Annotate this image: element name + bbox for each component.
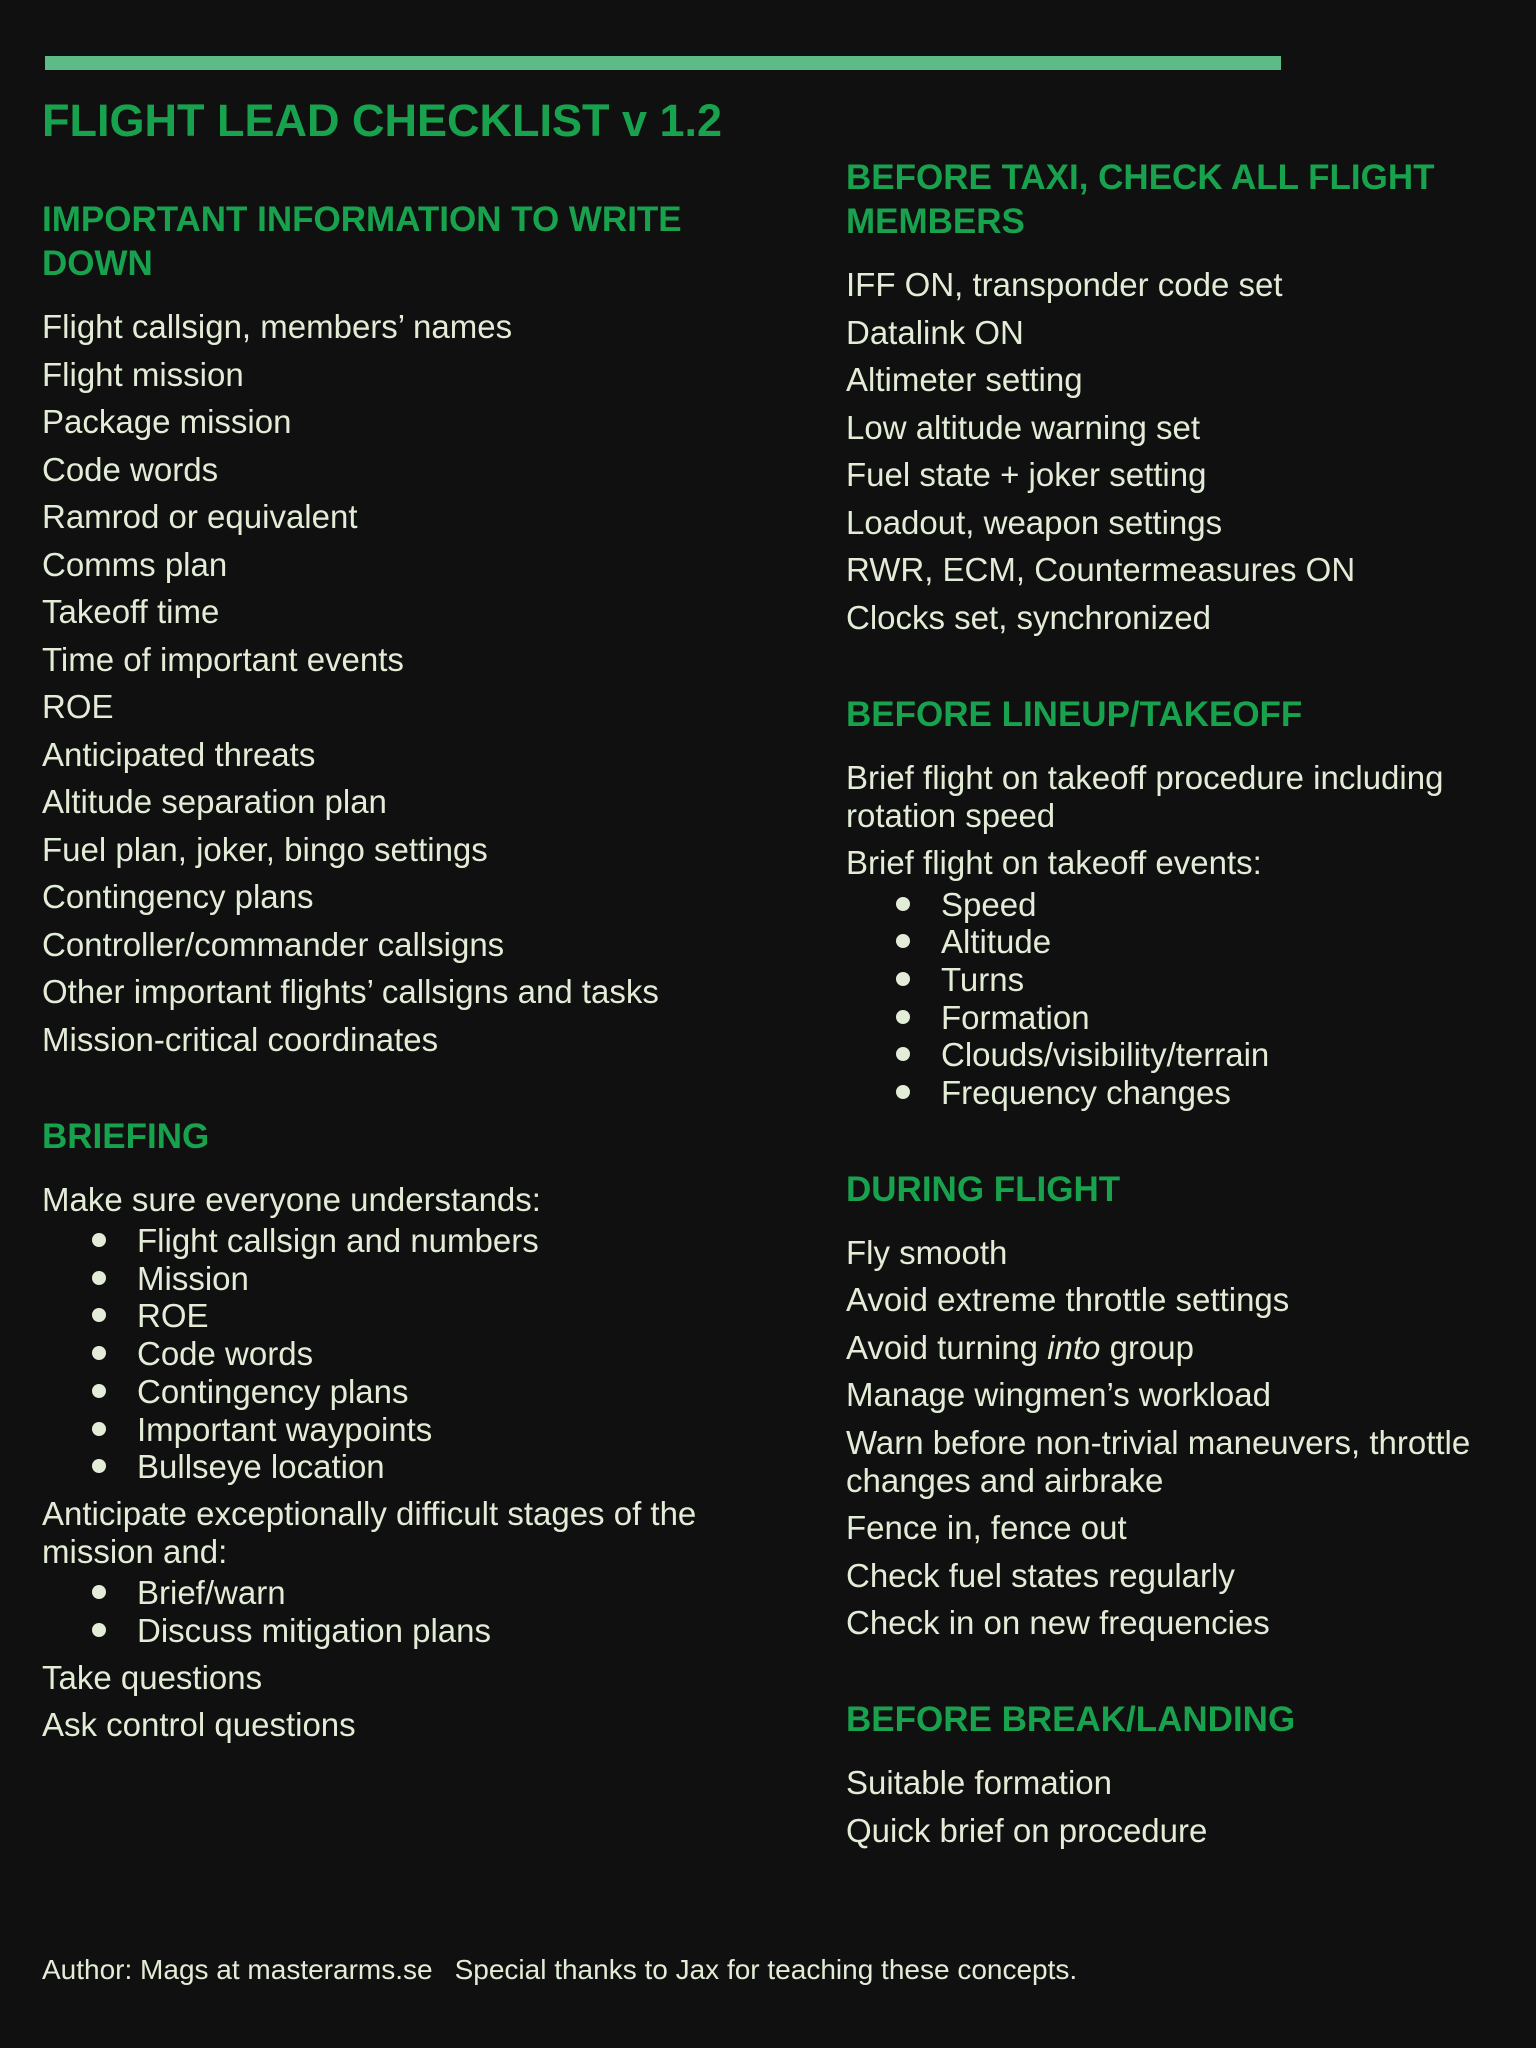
bullet-icon (896, 934, 910, 948)
list-item: Brief flight on takeoff events: (846, 844, 1262, 881)
bullet-icon (92, 1585, 106, 1599)
page-title: FLIGHT LEAD CHECKLIST v 1.2 (42, 95, 723, 146)
list-item: Avoid extreme throttle settings (846, 1281, 1290, 1319)
list-item: Mission-critical coordinates (42, 1020, 439, 1058)
list-item: Fuel plan, joker, bingo settings (42, 830, 488, 868)
bullet-list (846, 886, 1516, 1112)
section-before-landing (846, 1698, 1516, 1850)
bullet-text: Formation (941, 998, 1090, 1036)
bullet-text: ROE (137, 1297, 209, 1335)
bullet-item (846, 886, 1516, 924)
author-credit: Author: Mags at masterarms.se (42, 1954, 433, 1985)
bullet-item (846, 923, 1516, 961)
bullet-item (42, 1260, 722, 1298)
bullet-item (846, 1036, 1516, 1074)
bullet-icon (92, 1459, 106, 1473)
bullet-icon (92, 1308, 106, 1322)
list-item: Make sure everyone understands: (42, 1180, 541, 1218)
bullet-item (42, 1612, 722, 1650)
section-heading: BEFORE BREAK/LANDING (846, 1700, 1296, 1740)
bullet-text: Discuss mitigation plans (137, 1612, 491, 1650)
section-during-flight (846, 1168, 1516, 1643)
bullet-text: Contingency plans (137, 1372, 409, 1410)
bullet-text: Clouds/visibility/terrain (941, 1036, 1270, 1074)
list-item: Fly smooth (846, 1233, 1008, 1271)
top-accent-rule (45, 56, 1281, 70)
text-fragment: Avoid turning (846, 1328, 1048, 1366)
list-item: Check in on new frequencies (846, 1604, 1270, 1642)
list-item: Brief flight on takeoff procedure including rotation speed (846, 758, 1444, 834)
bullet-icon (92, 1271, 106, 1285)
section-heading: IMPORTANT INFORMATION TO WRITE DOWN (42, 200, 682, 283)
bullet-text: Brief/warn (137, 1574, 286, 1612)
left-column (42, 198, 722, 1800)
list-item: RWR, ECM, Countermeasures ON (846, 551, 1356, 588)
section-important-information (42, 198, 722, 1059)
bullet-icon (92, 1623, 106, 1637)
list-item: Take questions (42, 1658, 263, 1696)
list-item: Warn before non-trivial maneuvers, throttle changes and airbrake (846, 1423, 1471, 1499)
list-item: Fuel state + joker setting (846, 456, 1207, 493)
bullet-text: Frequency changes (941, 1074, 1231, 1112)
bullet-item (42, 1335, 722, 1373)
list-item: ROE (42, 688, 114, 725)
list-item: Contingency plans (42, 878, 314, 915)
bullet-item (42, 1574, 722, 1612)
right-column (846, 156, 1516, 1906)
bullet-icon (92, 1233, 106, 1247)
list-item: Flight mission (42, 355, 244, 393)
list-item: Quick brief on procedure (846, 1811, 1208, 1849)
section-heading: BEFORE LINEUP/TAKEOFF (846, 694, 1303, 734)
emphasis-text: into (1047, 1328, 1101, 1366)
bullet-icon (896, 897, 910, 911)
list-item: Check fuel states regularly (846, 1556, 1235, 1594)
bullet-item (42, 1448, 722, 1486)
bullet-item (42, 1373, 722, 1411)
list-item: Other important flights’ callsigns and tasks (42, 973, 659, 1010)
bullet-text: Bullseye location (137, 1448, 385, 1486)
text-fragment: group (1100, 1328, 1194, 1366)
list-item-avoid-turning (846, 1329, 1516, 1367)
bullet-item (846, 999, 1516, 1037)
list-item: Comms plan (42, 545, 228, 583)
section-heading: BEFORE TAXI, CHECK ALL FLIGHT MEMBERS (846, 158, 1435, 241)
list-item: Altimeter setting (846, 361, 1083, 398)
section-heading: BRIEFING (42, 1116, 210, 1156)
bullet-icon (896, 972, 910, 986)
bullet-item (42, 1222, 722, 1260)
bullet-item (846, 961, 1516, 999)
bullet-item (42, 1297, 722, 1335)
section-before-lineup (846, 693, 1516, 1112)
bullet-text: Flight callsign and numbers (137, 1222, 539, 1259)
bullet-item (42, 1411, 722, 1449)
list-item: Fence in, fence out (846, 1509, 1127, 1547)
list-item: Manage wingmen’s workload (846, 1376, 1271, 1414)
list-item: Time of important events (42, 640, 404, 678)
bullet-icon (896, 1085, 910, 1099)
section-briefing (42, 1115, 722, 1745)
bullet-icon (92, 1422, 106, 1436)
list-item: Suitable formation (846, 1764, 1112, 1802)
list-item: Anticipated threats (42, 735, 316, 773)
list-item: Ramrod or equivalent (42, 498, 358, 535)
list-item: Low altitude warning set (846, 408, 1201, 446)
list-item: Takeoff time (42, 593, 220, 630)
bullet-icon (896, 1010, 910, 1024)
bullet-text: Important waypoints (137, 1410, 433, 1448)
bullet-text: Speed (941, 885, 1037, 923)
list-item: Controller/commander callsigns (42, 925, 505, 963)
bullet-icon (92, 1384, 106, 1398)
bullet-text: Mission (137, 1259, 249, 1297)
section-before-taxi (846, 156, 1516, 637)
list-item: Altitude separation plan (42, 783, 387, 820)
list-item: Ask control questions (42, 1706, 356, 1744)
bullet-item (846, 1074, 1516, 1112)
thanks-credit: Special thanks to Jax for teaching these concepts. (454, 1954, 1078, 1985)
bullet-text: Altitude (941, 923, 1052, 961)
list-item: IFF ON, transponder code set (846, 266, 1283, 303)
list-item: Code words (42, 450, 219, 488)
list-item: Clocks set, synchronized (846, 598, 1211, 636)
bullet-list (42, 1222, 722, 1486)
bullet-text: Code words (137, 1335, 314, 1373)
list-item: Datalink ON (846, 313, 1024, 351)
section-heading: DURING FLIGHT (846, 1169, 1121, 1209)
bullet-list (42, 1574, 722, 1649)
list-item: Package mission (42, 403, 292, 440)
list-item: Loadout, weapon settings (846, 503, 1223, 541)
list-item: Anticipate exceptionally difficult stages of the mission and: (42, 1494, 697, 1570)
bullet-icon (92, 1346, 106, 1360)
list-item: Flight callsign, members’ names (42, 308, 513, 345)
bullet-text: Turns (941, 960, 1025, 998)
bullet-icon (896, 1047, 910, 1061)
footer (42, 1952, 1077, 1988)
